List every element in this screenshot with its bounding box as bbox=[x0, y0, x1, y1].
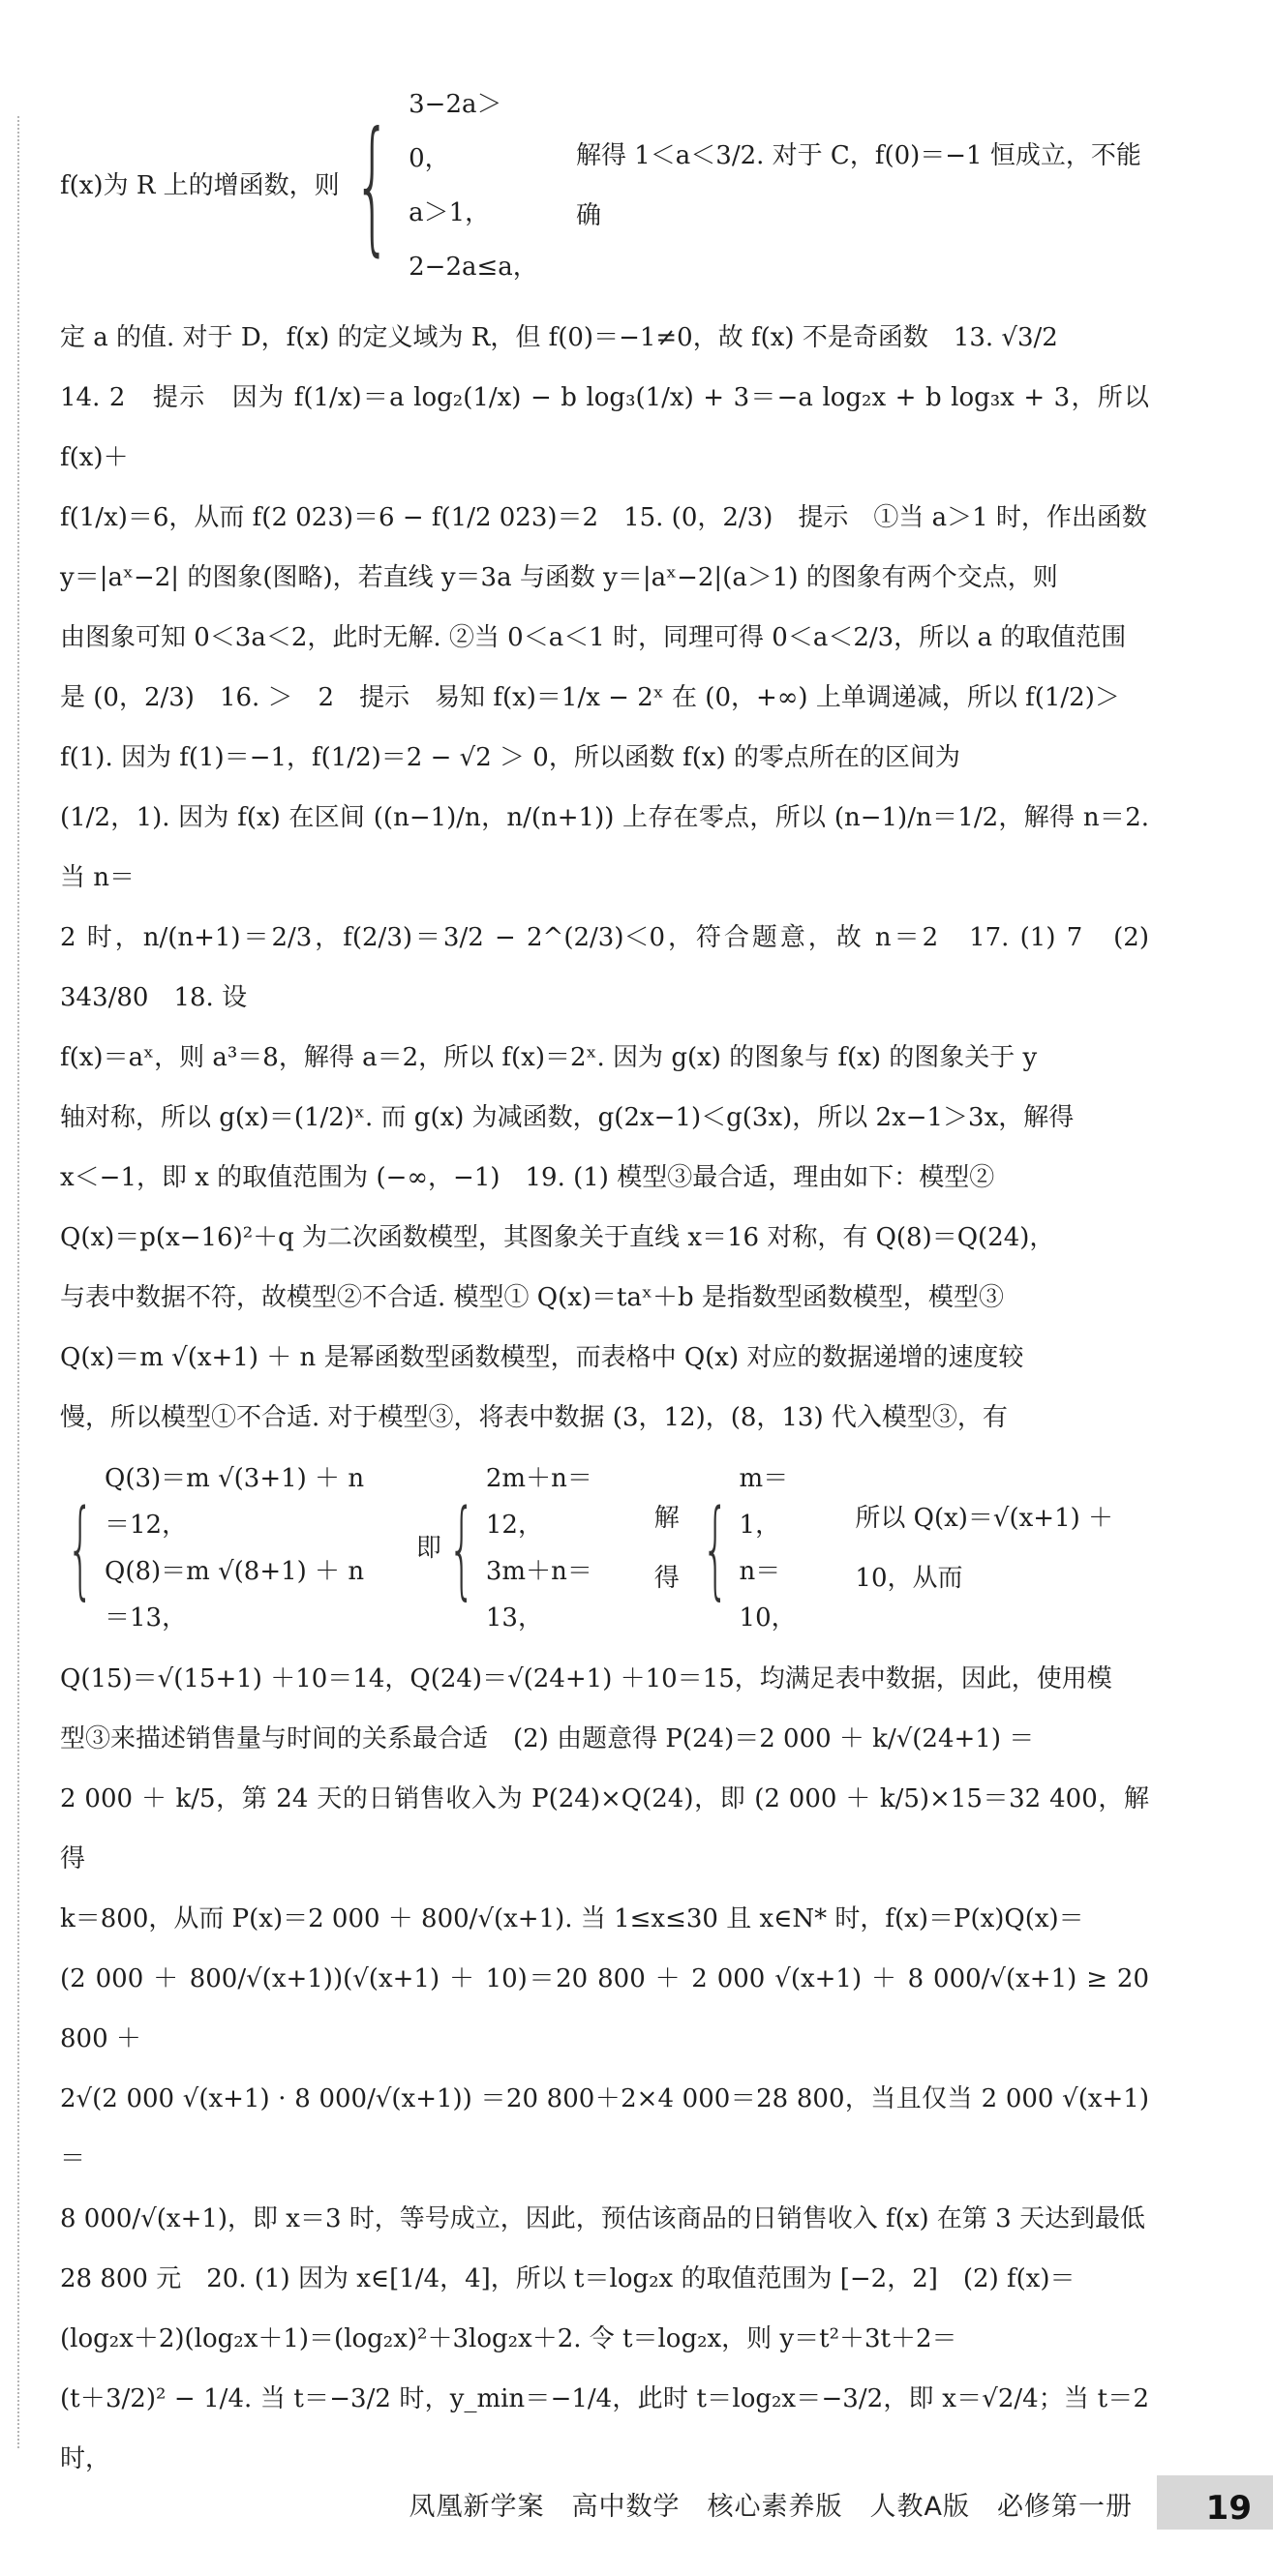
text-line: 由图象可知 0＜3a＜2，此时无解. ②当 0＜a＜1 时，同理可得 0＜a＜2/3，所以 a 的取值范围 bbox=[60, 623, 1127, 652]
text-line: 型③来描述销售量与时间的关系最合适 (2) 由题意得 P(24)＝2 000 ＋ k/√(24+1) ＝ bbox=[60, 1724, 1035, 1753]
left-brace-icon: { bbox=[447, 1486, 475, 1610]
text-line: 28 800 元 20. (1) 因为 x∈[1/4，4]，所以 t＝log₂x 的取值范围为 [−2，2] (2) f(x)＝ bbox=[60, 2264, 1076, 2293]
book-title: 凤凰新学案 高中数学 核心素养版 人教A版 必修第一册 bbox=[409, 2492, 1133, 2522]
system-b bbox=[486, 1455, 618, 1641]
text-line: 8 000/√(x+1)，即 x＝3 时，等号成立，因此，预估该商品的日销售收入 f(x) 在第 3 天达到最低 bbox=[60, 2204, 1145, 2233]
text-line: 定 a 的值. 对于 D，f(x) 的定义域为 R，但 f(0)＝−1≠0，故 f(x) 不是奇函数 13. √3/2 bbox=[60, 323, 1058, 352]
connector-word: 解得 bbox=[653, 1504, 680, 1593]
text-line: 2 000 ＋ k/5，第 24 天的日销售收入为 P(24)×Q(24)，即 (2 000 ＋ k/5)×15＝32 400，解得 bbox=[60, 1784, 1149, 1873]
equation: Q(8)＝m √(8+1) ＋ n＝13， bbox=[105, 1557, 365, 1632]
equation: m＝1， bbox=[739, 1464, 789, 1540]
text-line: 慢，所以模型①不合适. 对于模型③，将表中数据 (3，12)，(8，13) 代入模型③，有 bbox=[60, 1403, 1008, 1432]
page-number: 19 bbox=[1205, 2489, 1252, 2528]
text-line: f(1/x)＝6，从而 f(2 023)＝6 − f(1/2 023)＝2 15. (0，2/3) 提示 ①当 a＞1 时，作出函数 bbox=[60, 503, 1147, 532]
text-line: x＜−1，即 x 的取值范围为 (−∞，−1) 19. (1) 模型③最合适，理由如下：模型② bbox=[60, 1163, 995, 1192]
text-line: 2 时，n/(n+1)＝2/3，f(2/3)＝3/2 − 2^(2/3)＜0，符合题意，故 n＝2 17. (1) 7 (2) 343/80 18. 设 bbox=[60, 923, 1149, 1012]
case-list bbox=[409, 77, 539, 294]
line-lead: f(x)为 R 上的增函数，则 bbox=[60, 171, 340, 200]
text-line: 2√(2 000 √(x+1) · 8 000/√(x+1)) ＝20 800＋2×4 000＝28 800，当且仅当 2 000 √(x+1) ＝ bbox=[60, 2084, 1149, 2173]
answer-text bbox=[60, 77, 1149, 2489]
text-line: (t＋3/2)² − 1/4. 当 t＝−3/2 时，y_min＝−1/4，此时 t＝log₂x＝−3/2，即 x＝√2/4；当 t＝2 时， bbox=[60, 2384, 1149, 2473]
equation: n＝10， bbox=[739, 1557, 797, 1632]
line-tail: 解得 1＜a＜3/2. 对于 C，f(0)＝−1 恒成立，不能确 bbox=[575, 141, 1141, 230]
left-brace-icon: { bbox=[353, 102, 391, 270]
left-brace-icon: { bbox=[67, 1486, 94, 1610]
system-c bbox=[740, 1455, 819, 1641]
text-line: 14. 2 提示 因为 f(1/x)＝a log₂(1/x) − b log₃(1/x) + 3＝−a log₂x + b log₃x + 3，所以 f(x)＋ bbox=[60, 383, 1149, 472]
equation: 3m＋n＝13， bbox=[485, 1557, 592, 1632]
case-item: 2−2a≤a， bbox=[409, 253, 538, 282]
equation-system-line bbox=[60, 1455, 1149, 1641]
text-line: (1/2，1). 因为 f(x) 在区间 ((n−1)/n，n/(n+1)) 上存在零点，所以 (n−1)/n＝1/2，解得 n＝2. 当 n＝ bbox=[60, 803, 1149, 892]
equation: 2m＋n＝12， bbox=[485, 1464, 592, 1540]
text-line: Q(x)＝m √(x+1) ＋ n 是幂函数型函数模型，而表格中 Q(x) 对应的数据递增的速度较 bbox=[60, 1343, 1024, 1372]
piecewise-condition-line bbox=[60, 77, 1149, 294]
text-line: y＝|aˣ−2| 的图象(图略)，若直线 y＝3a 与函数 y＝|aˣ−2|(a＞1) 的图象有两个交点，则 bbox=[60, 563, 1058, 592]
text-line: f(x)＝aˣ，则 a³＝8，解得 a＝2，所以 f(x)＝2ˣ. 因为 g(x) 的图象与 f(x) 的图象关于 y bbox=[60, 1043, 1038, 1072]
case-item: a＞1， bbox=[409, 198, 491, 227]
connector-word: 即 bbox=[415, 1534, 441, 1563]
line-tail: 所以 Q(x)＝√(x+1) ＋10，从而 bbox=[855, 1504, 1114, 1593]
left-margin-rule bbox=[17, 116, 19, 2448]
case-item: 3−2a＞0， bbox=[409, 90, 502, 173]
text-line: Q(15)＝√(15+1) ＋10＝14，Q(24)＝√(24+1) ＋10＝15，均满足表中数据，因此，使用模 bbox=[60, 1664, 1112, 1693]
left-brace-icon: { bbox=[701, 1486, 729, 1610]
page-number-tab bbox=[1157, 2475, 1273, 2530]
text-line: (2 000 ＋ 800/√(x+1))(√(x+1) ＋ 10)＝20 800 ＋ 2 000 √(x+1) ＋ 8 000/√(x+1) ≥ 20 800 ＋ bbox=[60, 1964, 1149, 2053]
system-a bbox=[105, 1455, 379, 1641]
text-line: 是 (0，2/3) 16. ＞ 2 提示 易知 f(x)＝1/x − 2ˣ 在 (0，+∞) 上单调递减，所以 f(1/2)＞ bbox=[60, 683, 1120, 712]
text-line: 轴对称，所以 g(x)＝(1/2)ˣ. 而 g(x) 为减函数，g(2x−1)＜g(3x)，所以 2x−1＞3x，解得 bbox=[60, 1103, 1075, 1132]
equation: Q(3)＝m √(3+1) ＋ n＝12， bbox=[105, 1464, 365, 1540]
text-line: Q(x)＝p(x−16)²＋q 为二次函数模型，其图象关于直线 x＝16 对称，有 Q(8)＝Q(24)， bbox=[60, 1223, 1055, 1252]
text-line: (log₂x＋2)(log₂x＋1)＝(log₂x)²＋3log₂x＋2. 令 t＝log₂x，则 y＝t²＋3t＋2＝ bbox=[60, 2324, 957, 2353]
page-footer bbox=[0, 2458, 1273, 2576]
text-line: f(1). 因为 f(1)＝−1，f(1/2)＝2 − √2 ＞ 0，所以函数 f(x) 的零点所在的区间为 bbox=[60, 743, 960, 772]
text-line: 与表中数据不符，故模型②不合适. 模型① Q(x)＝taˣ＋b 是指数型函数模型，模型③ bbox=[60, 1283, 1004, 1312]
text-line: k＝800，从而 P(x)＝2 000 ＋ 800/√(x+1). 当 1≤x≤30 且 x∈N* 时，f(x)＝P(x)Q(x)＝ bbox=[60, 1904, 1084, 1933]
